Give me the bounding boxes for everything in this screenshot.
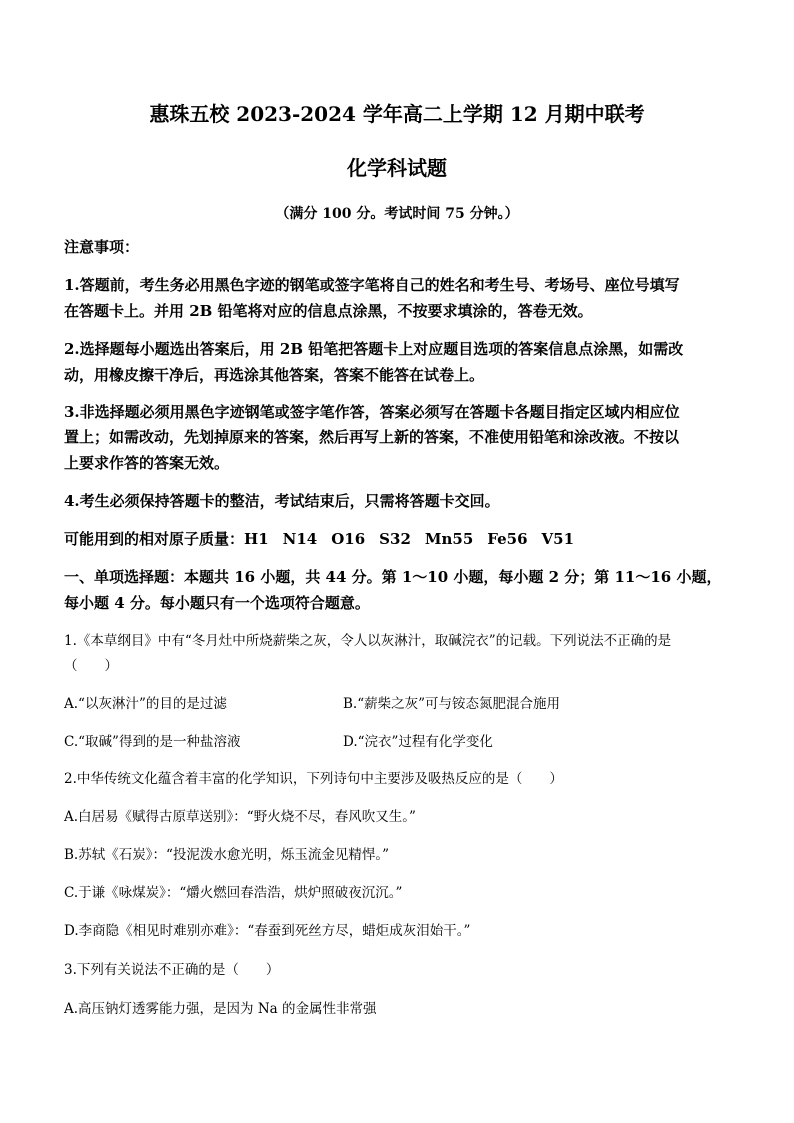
question-2-option-d: D.李商隐《相见时难别亦难》：“春蚕到死丝方尽，蜡炬成灰泪始干。” xyxy=(64,923,471,939)
question-3-option-a: A.高压钠灯透雾能力强，是因为 Na 的金属性非常强 xyxy=(64,1001,377,1017)
question-1-stem-line-2: （ ） xyxy=(64,658,118,674)
question-1-option-c: C.“取碱”得到的是一种盐溶液 xyxy=(64,734,241,750)
question-2-stem: 2.中华传统文化蕴含着丰富的化学知识，下列诗句中主要涉及吸热反应的是（ ） xyxy=(64,771,563,787)
notice-item-4: 4.考生必须保持答题卡的整洁，考试结束后，只需将答题卡交回。 xyxy=(64,492,500,510)
atomic-mass-value: O16 xyxy=(331,530,366,548)
notice-item-3-line-3: 上要求作答的答案无效。 xyxy=(64,454,230,472)
notice-item-1-line-2: 在答题卡上。并用 2B 铅笔将对应的信息点涂黑，不按要求填涂的，答卷无效。 xyxy=(64,302,593,320)
question-1-option-b: B.“薪柴之灰”可与铵态氮肥混合施用 xyxy=(343,696,561,712)
notice-item-1-line-1: 1.答题前，考生务必用黑色字迹的钢笔或签字笔将自己的姓名和考生号、考场号、座位号填写 xyxy=(64,276,680,294)
atomic-mass-value: S32 xyxy=(379,530,411,548)
atomic-mass-value: Fe56 xyxy=(487,530,528,548)
atomic-mass-value: V51 xyxy=(541,530,575,548)
notice-item-2-line-1: 2.选择题每小题选出答案后，用 2B 铅笔把答题卡上对应题目选项的答案信息点涂黑，如需改 xyxy=(64,340,684,358)
notice-heading: 注意事项： xyxy=(64,238,140,256)
question-2-option-c: C.于谦《咏煤炭》：“爝火燃回春浩浩，烘炉照破夜沉沉。” xyxy=(64,885,403,901)
atomic-mass-label: 可能用到的相对原子质量： xyxy=(64,530,245,548)
question-1-option-d: D.“浣衣”过程有化学变化 xyxy=(343,734,493,750)
exam-title: 惠珠五校 2023-2024 学年高二上学期 12 月期中联考 xyxy=(149,102,645,126)
atomic-mass-value: N14 xyxy=(282,530,318,548)
notice-item-3-line-2: 置上；如需改动，先划掉原来的答案，然后再写上新的答案，不准使用铅笔和涂改液。不按以 xyxy=(64,428,680,446)
atomic-mass-value: Mn55 xyxy=(424,530,474,548)
question-2-option-a: A.白居易《赋得古原草送别》：“野火烧不尽，春风吹又生。” xyxy=(64,809,416,825)
section-heading-line-2: 每小题 4 分。每小题只有一个选项符合题意。 xyxy=(64,594,370,612)
atomic-mass-value: H1 xyxy=(244,530,269,548)
notice-item-2-line-2: 动，用橡皮擦干净后，再选涂其他答案，答案不能答在试卷上。 xyxy=(64,366,485,384)
subject-title: 化学科试题 xyxy=(347,156,447,180)
question-1-option-a: A.“以灰淋汁”的目的是过滤 xyxy=(64,696,227,712)
question-1-stem-line-1: 1.《本草纲目》中有“冬月灶中所烧薪柴之灰，令人以灰淋汁，取碱浣衣”的记载。下列说法不正确的是 xyxy=(64,633,672,649)
exam-info: （满分 100 分。考试时间 75 分钟。） xyxy=(275,206,519,222)
section-heading-line-1: 一、单项选择题：本题共 16 小题，共 44 分。第 1～10 小题，每小题 2 分；第 11～16 小题， xyxy=(64,568,722,586)
notice-item-3-line-1: 3.非选择题必须用黑色字迹钢笔或签字笔作答，答案必须写在答题卡各题目指定区域内相应位 xyxy=(64,403,680,421)
question-3-stem: 3.下列有关说法不正确的是（ ） xyxy=(64,962,280,978)
question-2-option-b: B.苏轼《石炭》：“投泥泼水愈光明，烁玉流金见精悍。” xyxy=(64,847,390,863)
atomic-mass-line xyxy=(64,532,574,547)
